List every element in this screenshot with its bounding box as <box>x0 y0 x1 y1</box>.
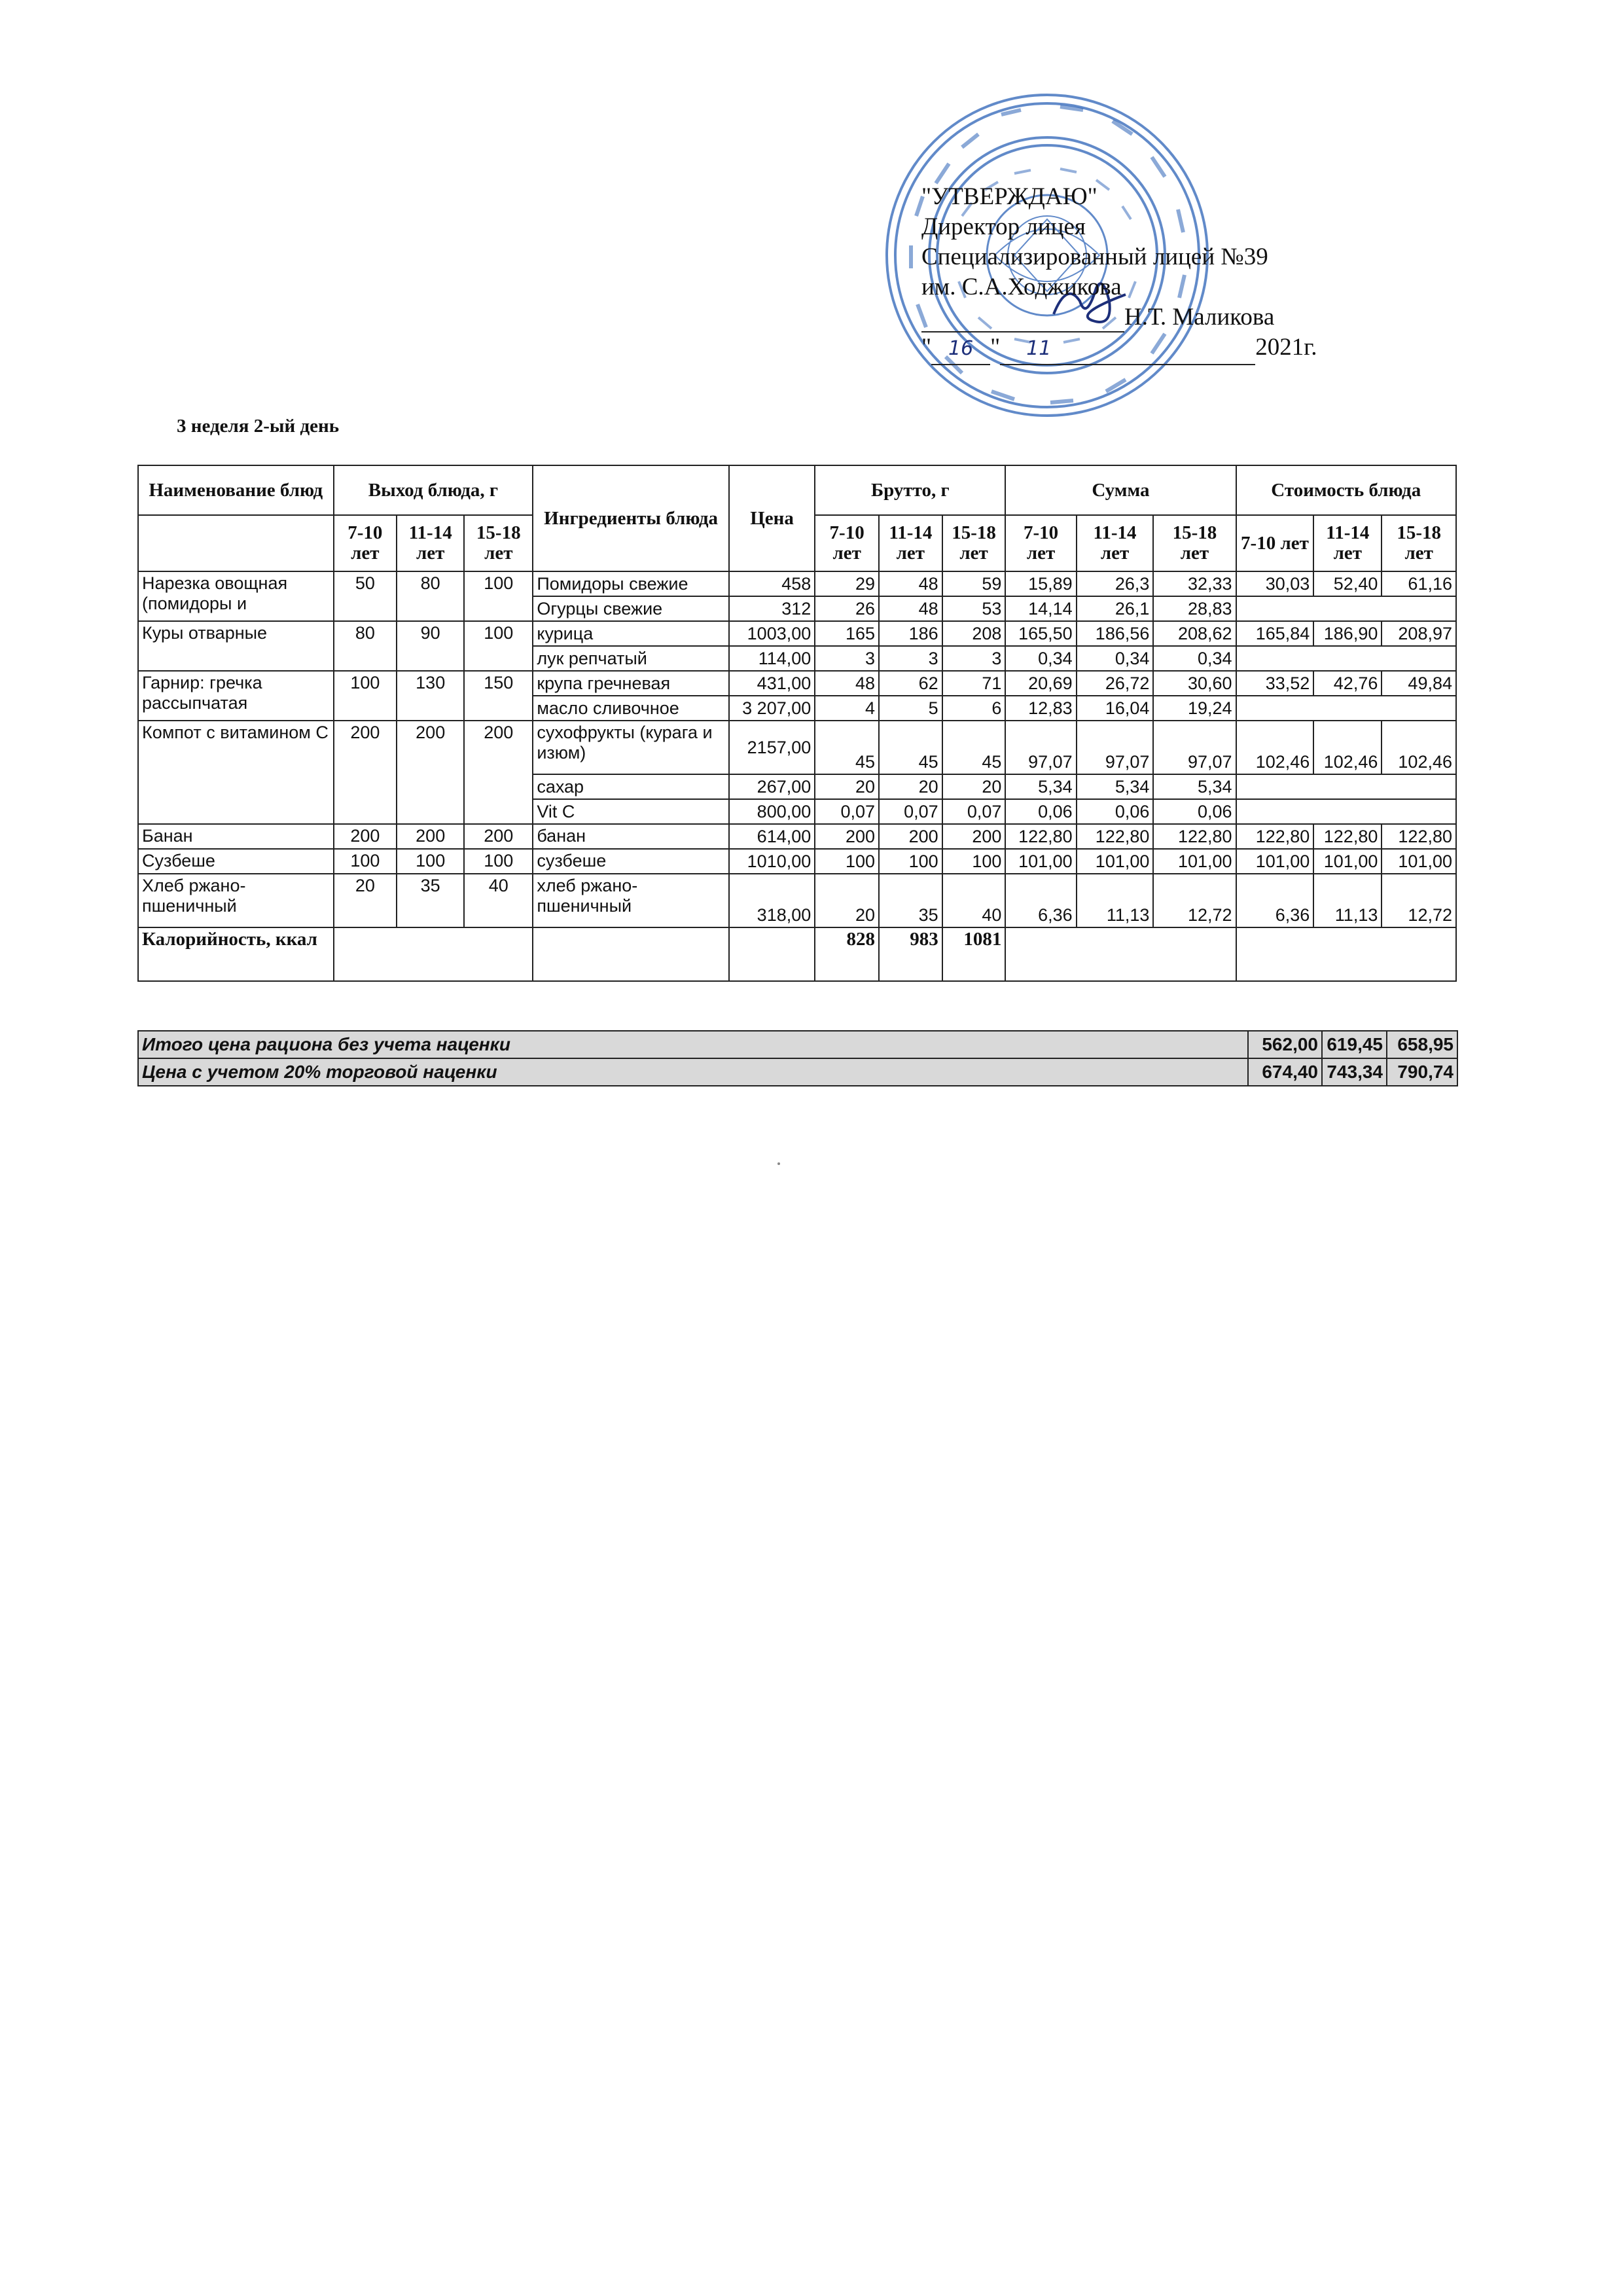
price-cell: 1003,00 <box>729 621 815 646</box>
total-label: Итого цена рациона без учета наценки <box>138 1031 1248 1058</box>
total-value: 658,95 <box>1387 1031 1457 1058</box>
sum-cell: 101,00 <box>1153 849 1236 874</box>
dish-name: Банан <box>138 824 334 849</box>
price-cell: 431,00 <box>729 671 815 696</box>
gross-cell: 0,07 <box>942 799 1006 824</box>
sum-cell: 12,72 <box>1153 874 1236 927</box>
sum-cell: 0,06 <box>1077 799 1154 824</box>
cost-cell: 102,46 <box>1236 721 1314 774</box>
price-cell: 267,00 <box>729 774 815 799</box>
table-row <box>138 874 1456 927</box>
output-cell: 100 <box>464 571 533 621</box>
approval-date-year: 2021г. <box>1255 334 1317 361</box>
gross-cell: 59 <box>942 571 1006 596</box>
total-label: Цена с учетом 20% торговой наценки <box>138 1058 1248 1086</box>
output-cell: 200 <box>397 824 464 849</box>
price-cell: 614,00 <box>729 824 815 849</box>
gross-cell: 29 <box>815 571 879 596</box>
table-row <box>138 621 1456 646</box>
approval-signer: Н.Т. Маликова <box>1124 304 1275 331</box>
dish-name: Нарезка овощная (помидоры и <box>138 571 334 621</box>
header-price: Цена <box>729 465 815 571</box>
ingredient-name: сухофрукты (курага и изюм) <box>533 721 729 774</box>
gross-cell: 20 <box>942 774 1006 799</box>
sum-cell: 26,1 <box>1077 596 1154 621</box>
gross-cell: 0,07 <box>879 799 942 824</box>
cost-cell: 61,16 <box>1382 571 1456 596</box>
header-output: Выход блюда, г <box>334 465 533 515</box>
header-gross-age: 11-14 лет <box>879 515 942 571</box>
cost-cell: 208,97 <box>1382 621 1456 646</box>
scan-speck <box>777 1162 780 1165</box>
gross-cell: 100 <box>879 849 942 874</box>
approval-position: Директор лицея <box>921 213 1086 240</box>
price-cell: 318,00 <box>729 874 815 927</box>
cost-cell: 122,80 <box>1313 824 1382 849</box>
gross-cell: 0,07 <box>815 799 879 824</box>
approval-organization-name: им. С.А.Ходжикова <box>921 274 1122 300</box>
gross-cell: 45 <box>942 721 1006 774</box>
cost-empty <box>1236 696 1456 721</box>
header-dish: Наименование блюд <box>138 465 334 515</box>
cost-empty <box>1236 774 1456 799</box>
sum-cell: 0,34 <box>1005 646 1076 671</box>
approval-block <box>921 182 1317 365</box>
cost-cell: 42,76 <box>1313 671 1382 696</box>
sum-cell: 5,34 <box>1153 774 1236 799</box>
approval-date-month: 11 <box>1000 334 1255 365</box>
cost-cell: 12,72 <box>1382 874 1456 927</box>
price-cell: 3 207,00 <box>729 696 815 721</box>
output-cell: 80 <box>397 571 464 621</box>
sum-cell: 28,83 <box>1153 596 1236 621</box>
output-cell: 35 <box>397 874 464 927</box>
menu-table <box>137 465 1457 982</box>
sum-cell: 101,00 <box>1077 849 1154 874</box>
table-row <box>138 671 1456 696</box>
cost-cell: 122,80 <box>1382 824 1456 849</box>
calories-empty <box>1005 927 1236 981</box>
cost-cell: 101,00 <box>1236 849 1314 874</box>
dish-name: Куры отварные <box>138 621 334 671</box>
dish-name: Хлеб ржано-пшеничный <box>138 874 334 927</box>
gross-cell: 100 <box>942 849 1006 874</box>
gross-cell: 48 <box>879 571 942 596</box>
gross-cell: 20 <box>815 874 879 927</box>
ingredient-name: Vit C <box>533 799 729 824</box>
cost-empty <box>1236 596 1456 621</box>
header-cost-age: 7-10 лет <box>1236 515 1314 571</box>
totals-row <box>138 1058 1457 1086</box>
sum-cell: 26,3 <box>1077 571 1154 596</box>
sum-cell: 5,34 <box>1005 774 1076 799</box>
total-value: 790,74 <box>1387 1058 1457 1086</box>
total-value: 674,40 <box>1248 1058 1322 1086</box>
output-cell: 100 <box>397 849 464 874</box>
totals-row <box>138 1031 1457 1058</box>
table-row <box>138 571 1456 596</box>
output-cell: 200 <box>397 721 464 824</box>
gross-cell: 3 <box>942 646 1006 671</box>
week-day-label: 3 неделя 2-ый день <box>177 416 340 437</box>
sum-cell: 30,60 <box>1153 671 1236 696</box>
sum-cell: 97,07 <box>1077 721 1154 774</box>
ingredient-name: курица <box>533 621 729 646</box>
price-cell: 800,00 <box>729 799 815 824</box>
sum-cell: 19,24 <box>1153 696 1236 721</box>
table-row <box>138 721 1456 774</box>
gross-cell: 5 <box>879 696 942 721</box>
gross-cell: 6 <box>942 696 1006 721</box>
calories-row <box>138 927 1456 981</box>
sum-cell: 15,89 <box>1005 571 1076 596</box>
output-cell: 40 <box>464 874 533 927</box>
sum-cell: 11,13 <box>1077 874 1154 927</box>
gross-cell: 20 <box>815 774 879 799</box>
sum-cell: 122,80 <box>1005 824 1076 849</box>
gross-cell: 4 <box>815 696 879 721</box>
cost-cell: 33,52 <box>1236 671 1314 696</box>
dish-name: Сузбеше <box>138 849 334 874</box>
cost-cell: 102,46 <box>1382 721 1456 774</box>
cost-cell: 165,84 <box>1236 621 1314 646</box>
approval-title: "УТВЕРЖДАЮ" <box>921 183 1097 210</box>
ingredient-name: Помидоры свежие <box>533 571 729 596</box>
ingredient-name: сахар <box>533 774 729 799</box>
output-cell: 200 <box>464 824 533 849</box>
approval-signature-line <box>921 302 1317 332</box>
header-gross: Брутто, г <box>815 465 1005 515</box>
gross-cell: 48 <box>879 596 942 621</box>
gross-cell: 35 <box>879 874 942 927</box>
total-value: 562,00 <box>1248 1031 1322 1058</box>
calories-empty <box>334 927 533 981</box>
price-cell: 1010,00 <box>729 849 815 874</box>
gross-cell: 200 <box>942 824 1006 849</box>
dish-name: Компот с витамином С <box>138 721 334 824</box>
calories-empty <box>533 927 729 981</box>
output-cell: 200 <box>464 721 533 824</box>
total-value: 619,45 <box>1322 1031 1387 1058</box>
header-gross-age: 7-10 лет <box>815 515 879 571</box>
gross-cell: 53 <box>942 596 1006 621</box>
output-cell: 50 <box>334 571 397 621</box>
cost-empty <box>1236 799 1456 824</box>
sum-cell: 20,69 <box>1005 671 1076 696</box>
ingredient-name: сузбеше <box>533 849 729 874</box>
price-cell: 312 <box>729 596 815 621</box>
output-cell: 150 <box>464 671 533 721</box>
sum-cell: 0,06 <box>1005 799 1076 824</box>
cost-cell: 6,36 <box>1236 874 1314 927</box>
header-sum-age: 7-10 лет <box>1005 515 1076 571</box>
gross-cell: 186 <box>879 621 942 646</box>
total-value: 743,34 <box>1322 1058 1387 1086</box>
calories-value: 1081 <box>942 927 1006 981</box>
approval-date <box>921 332 1317 365</box>
cost-cell: 101,00 <box>1382 849 1456 874</box>
sum-cell: 97,07 <box>1005 721 1076 774</box>
cost-cell: 102,46 <box>1313 721 1382 774</box>
output-cell: 130 <box>397 671 464 721</box>
header-sum-age: 11-14 лет <box>1077 515 1154 571</box>
header-gross-age: 15-18 лет <box>942 515 1006 571</box>
gross-cell: 26 <box>815 596 879 621</box>
calories-empty <box>1236 927 1456 981</box>
sum-cell: 186,56 <box>1077 621 1154 646</box>
gross-cell: 48 <box>815 671 879 696</box>
ingredient-name: крупа гречневая <box>533 671 729 696</box>
sum-cell: 12,83 <box>1005 696 1076 721</box>
sum-cell: 122,80 <box>1077 824 1154 849</box>
cost-cell: 11,13 <box>1313 874 1382 927</box>
gross-cell: 100 <box>815 849 879 874</box>
sum-cell: 0,34 <box>1077 646 1154 671</box>
output-cell: 200 <box>334 824 397 849</box>
header-out-age: 11-14 лет <box>397 515 464 571</box>
sum-cell: 122,80 <box>1153 824 1236 849</box>
table-row <box>138 849 1456 874</box>
gross-cell: 3 <box>879 646 942 671</box>
sum-cell: 208,62 <box>1153 621 1236 646</box>
cost-cell: 30,03 <box>1236 571 1314 596</box>
sum-cell: 26,72 <box>1077 671 1154 696</box>
header-dish-blank <box>138 515 334 571</box>
output-cell: 20 <box>334 874 397 927</box>
header-out-age: 7-10 лет <box>334 515 397 571</box>
header-ingredients: Ингредиенты блюда <box>533 465 729 571</box>
gross-cell: 20 <box>879 774 942 799</box>
ingredient-name: лук репчатый <box>533 646 729 671</box>
gross-cell: 3 <box>815 646 879 671</box>
ingredient-name: масло сливочное <box>533 696 729 721</box>
signature-underline <box>921 309 1124 332</box>
sum-cell: 101,00 <box>1005 849 1076 874</box>
header-sum: Сумма <box>1005 465 1236 515</box>
gross-cell: 45 <box>879 721 942 774</box>
sum-cell: 32,33 <box>1153 571 1236 596</box>
sum-cell: 97,07 <box>1153 721 1236 774</box>
gross-cell: 200 <box>879 824 942 849</box>
ingredient-name: банан <box>533 824 729 849</box>
header-cost-age: 11-14 лет <box>1313 515 1382 571</box>
header-sum-age: 15-18 лет <box>1153 515 1236 571</box>
calories-value: 828 <box>815 927 879 981</box>
sum-cell: 0,06 <box>1153 799 1236 824</box>
totals-table <box>137 1030 1458 1086</box>
price-cell: 2157,00 <box>729 721 815 774</box>
approval-organization: Специализированный лицей №39 <box>921 243 1268 270</box>
gross-cell: 71 <box>942 671 1006 696</box>
gross-cell: 200 <box>815 824 879 849</box>
sum-cell: 0,34 <box>1153 646 1236 671</box>
ingredient-name: хлеб ржано-пшеничный <box>533 874 729 927</box>
calories-empty <box>729 927 815 981</box>
cost-cell: 122,80 <box>1236 824 1314 849</box>
sum-cell: 6,36 <box>1005 874 1076 927</box>
sum-cell: 165,50 <box>1005 621 1076 646</box>
approval-date-day: 16 <box>931 334 990 365</box>
output-cell: 200 <box>334 721 397 824</box>
cost-cell: 186,90 <box>1313 621 1382 646</box>
gross-cell: 165 <box>815 621 879 646</box>
header-cost: Стоимость блюда <box>1236 465 1456 515</box>
gross-cell: 40 <box>942 874 1006 927</box>
output-cell: 100 <box>464 621 533 671</box>
output-cell: 100 <box>334 671 397 721</box>
gross-cell: 62 <box>879 671 942 696</box>
sum-cell: 5,34 <box>1077 774 1154 799</box>
output-cell: 90 <box>397 621 464 671</box>
cost-empty <box>1236 646 1456 671</box>
date-quote-open: " <box>921 334 932 361</box>
sum-cell: 14,14 <box>1005 596 1076 621</box>
header-out-age: 15-18 лет <box>464 515 533 571</box>
dish-name: Гарнир: гречка рассыпчатая <box>138 671 334 721</box>
date-quote-close: " <box>990 334 1001 361</box>
cost-cell: 49,84 <box>1382 671 1456 696</box>
output-cell: 100 <box>334 849 397 874</box>
table-row <box>138 824 1456 849</box>
calories-value: 983 <box>879 927 942 981</box>
ingredient-name: Огурцы свежие <box>533 596 729 621</box>
output-cell: 80 <box>334 621 397 671</box>
output-cell: 100 <box>464 849 533 874</box>
price-cell: 114,00 <box>729 646 815 671</box>
calories-label: Калорийность, ккал <box>138 927 334 981</box>
cost-cell: 52,40 <box>1313 571 1382 596</box>
header-cost-age: 15-18 лет <box>1382 515 1456 571</box>
price-cell: 458 <box>729 571 815 596</box>
sum-cell: 16,04 <box>1077 696 1154 721</box>
gross-cell: 45 <box>815 721 879 774</box>
cost-cell: 101,00 <box>1313 849 1382 874</box>
gross-cell: 208 <box>942 621 1006 646</box>
